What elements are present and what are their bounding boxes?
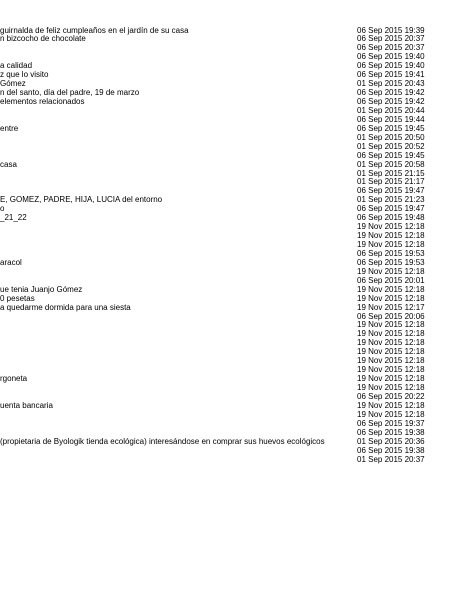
item-timestamp: 19 Nov 2015 12:18 [357,374,425,384]
item-timestamp: 06 Sep 2015 19:53 [357,248,425,258]
item-description: z que lo visito [0,71,49,80]
item-timestamp: 06 Sep 2015 19:53 [357,257,425,267]
item-timestamp: 19 Nov 2015 12:18 [357,266,425,276]
item-timestamp: 06 Sep 2015 19:38 [357,445,425,455]
item-description: ue tenia Juanjo Gómez [0,285,83,294]
item-timestamp: 01 Sep 2015 20:44 [357,105,425,115]
item-timestamp: 19 Nov 2015 12:18 [357,365,425,375]
item-timestamp: 06 Sep 2015 19:44 [357,114,425,124]
item-timestamp: 19 Nov 2015 12:18 [357,240,425,249]
item-timestamp: 06 Sep 2015 19:45 [357,123,425,133]
item-timestamp: 06 Sep 2015 19:45 [357,150,425,160]
item-timestamp: 01 Sep 2015 21:17 [357,177,425,187]
item-timestamp: 19 Nov 2015 12:18 [357,383,425,392]
item-description: (propietaria de Byologik tienda ecológica) interesándose en comprar sus huevos ecológicos [0,437,325,446]
item-description: n bizcocho de chocolate [0,35,86,44]
item-timestamp: 06 Sep 2015 19:40 [357,52,425,62]
item-timestamp: 06 Sep 2015 19:47 [357,204,425,214]
item-description: o [0,205,5,214]
item-timestamp: 01 Sep 2015 21:15 [357,168,425,178]
item-description: E, GÓMEZ, PADRE, HIJA, LUCIA del entorno [0,196,163,205]
item-timestamp: 06 Sep 2015 19:47 [357,186,425,196]
item-timestamp: 19 Nov 2015 12:18 [357,409,425,419]
item-timestamp: 06 Sep 2015 19:42 [357,97,425,106]
item-timestamp: 19 Nov 2015 12:18 [357,356,425,366]
item-timestamp: 01 Sep 2015 20:43 [357,79,425,89]
item-timestamp: 19 Nov 2015 12:18 [357,293,425,303]
item-timestamp: 01 Sep 2015 21:23 [357,195,425,205]
item-timestamp: 06 Sep 2015 19:48 [357,213,425,223]
item-timestamp: 19 Nov 2015 12:18 [357,222,425,232]
item-timestamp: 19 Nov 2015 12:18 [357,400,425,410]
item-timestamp: 01 Sep 2015 20:50 [357,132,425,142]
item-description: a calidad [0,62,33,71]
item-description: uenta bancaria [0,401,53,410]
item-description: Gómez [0,80,26,89]
item-timestamp: 06 Sep 2015 20:37 [357,43,425,53]
item-description: casa [0,160,17,169]
item-timestamp: 01 Sep 2015 20:58 [357,159,425,169]
item-timestamp: 19 Nov 2015 12:18 [357,347,425,357]
item-timestamp: 19 Nov 2015 12:18 [357,329,425,339]
item-timestamp: 06 Sep 2015 19:38 [357,427,425,437]
item-description: a quedarme dormida para una siesta [0,303,131,312]
item-description: guirnalda de feliz cumpleaños en el jardín de su casa [0,26,189,35]
item-description: 0 pesetas [0,294,35,303]
item-timestamp: 06 Sep 2015 19:42 [357,88,425,98]
list-item [0,456,454,465]
item-timestamp: 19 Nov 2015 12:17 [357,302,425,312]
item-timestamp: 01 Sep 2015 20:36 [357,436,425,446]
item-timestamp: 06 Sep 2015 19:37 [357,418,425,428]
item-timestamp: 06 Sep 2015 20:06 [357,311,425,321]
item-timestamp: 01 Sep 2015 20:52 [357,141,425,151]
item-description: entre [0,124,19,133]
item-timestamp: 06 Sep 2015 20:01 [357,275,425,285]
item-description: _21_22 [0,214,27,223]
item-description: n del santo, día del padre, 19 de marzo [0,89,140,98]
item-description: aracol [0,258,22,267]
item-description: elementos relacionados [0,98,85,106]
item-timestamp: 06 Sep 2015 20:37 [357,34,425,44]
item-timestamp: 19 Nov 2015 12:18 [357,231,425,241]
item-timestamp: 01 Sep 2015 20:37 [357,454,425,464]
item-timestamp: 19 Nov 2015 12:18 [357,284,425,294]
item-timestamp: 06 Sep 2015 20:22 [357,391,425,401]
item-timestamp: 06 Sep 2015 19:40 [357,61,425,71]
record-list [0,27,454,465]
item-timestamp: 19 Nov 2015 12:18 [357,320,425,330]
item-timestamp: 06 Sep 2015 19:41 [357,70,425,80]
item-timestamp: 06 Sep 2015 19:39 [357,25,425,35]
item-description: rgoneta [0,375,28,384]
item-timestamp: 19 Nov 2015 12:18 [357,338,425,348]
